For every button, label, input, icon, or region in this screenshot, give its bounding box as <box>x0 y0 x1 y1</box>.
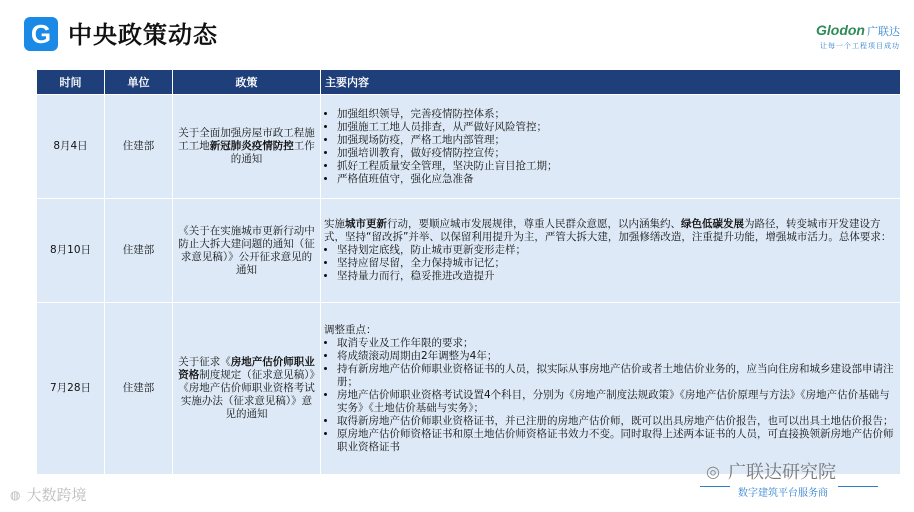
header-content: 主要内容 <box>321 70 901 95</box>
brand-name: Glodon <box>816 22 865 38</box>
policy-highlight: 新冠肺炎疫情防控 <box>209 140 294 152</box>
row-unit: 住建部 <box>105 199 173 303</box>
list-item: • 加强培训教育，做好疫情防控宣传； <box>337 147 897 160</box>
table-row <box>37 95 901 199</box>
wechat-icon: ◎ <box>706 461 720 481</box>
list-item: • 将成绩滚动周期由2年调整为4年； <box>337 350 897 363</box>
brand-cn: 广联达 <box>867 25 900 38</box>
list-item: • 加强现场防疫，严格工地内部管理； <box>337 134 897 147</box>
watermark-left <box>10 484 87 505</box>
list-item: • 抓好工程质量安全管理，坚决防止盲目抢工期； <box>337 160 897 173</box>
intro-highlight: 城市更新 <box>345 218 387 230</box>
row-time: 8月4日 <box>37 95 105 199</box>
row-content <box>321 95 901 199</box>
header-time: 时间 <box>37 70 105 95</box>
row-policy <box>173 303 321 475</box>
table-row <box>37 199 901 303</box>
page-title: 中央政策动态 <box>68 21 218 49</box>
row-policy <box>173 95 321 199</box>
footer-divider-right <box>838 486 878 487</box>
intro-text: 实施 <box>324 218 345 230</box>
intro-highlight: 绿色低碳发展 <box>681 218 744 230</box>
footer-service-label: 数字建筑平台服务商 <box>738 488 828 499</box>
row-time: 7月28日 <box>37 303 105 475</box>
list-item: • 取消专业及工作年限的要求； <box>337 337 897 350</box>
table-row <box>37 303 901 475</box>
list-item: • 严格值班值守，强化应急准备 <box>337 173 897 186</box>
table-header-row <box>37 70 901 95</box>
logo-icon: G <box>24 17 58 51</box>
content-intro <box>324 218 897 244</box>
watermark-right-text: 广联达研究院 <box>727 462 836 483</box>
brand-slogan: 让每一个工程项目成功 <box>820 42 900 50</box>
header-unit: 单位 <box>105 70 173 95</box>
header-policy: 政策 <box>173 70 321 95</box>
row-policy: 《关于在实施城市更新行动中防止大拆大建问题的通知（征求意见稿）》公开征求意见的通知 <box>173 199 321 303</box>
intro-text: 行动，要顺应城市发展规律，尊重人民群众意愿，以内涵集约、 <box>387 218 681 230</box>
list-item: • 取得新房地产估价师职业资格证书，并已注册的房地产估价师，既可以出具房地产估价报告，也可以出具土地估价报告； <box>337 415 897 428</box>
policy-text: 制度规定（征求意见稿）》《房地产估价师职业资格考试实施办法（征求意见稿）》意见的通知 <box>178 369 315 420</box>
list-item: • 坚持量力而行，稳妥推进改造提升 <box>337 270 897 283</box>
row-unit: 住建部 <box>105 95 173 199</box>
watermark-logo-icon: ◍ <box>10 487 21 502</box>
intro-text: 为路径，转变城市开发建设方式，坚持“留改拆”并举、以保留利用提升为主，严管大拆大建，加强修缮改造，注重提升功能，增强城市活力。总体要求： <box>324 218 892 243</box>
row-unit: 住建部 <box>105 303 173 475</box>
row-time: 8月10日 <box>37 199 105 303</box>
list-item: • 坚持划定底线，防止城市更新变形走样； <box>337 244 897 257</box>
list-item: • 房地产估价师职业资格考试设置4个科目，分别为《房地产制度法规政策》《房地产估价原理与方法》《房地产估价基础与实务》《土地估价基础与实务》； <box>337 389 897 415</box>
policy-table <box>36 69 901 475</box>
list-item: • 坚持应留尽留，全力保持城市记忆； <box>337 257 897 270</box>
policy-highlight: 房地产估价师职业资格 <box>178 356 315 381</box>
policy-text: 关于全面加强房屋市政工程施工工地 <box>178 127 315 152</box>
list-item: • 原房地产估价师资格证书和原土地估价师资格证书效力不变。同时取得上述两本证书的人员，可直接换领新房地产估价师职业资格证书 <box>337 428 897 454</box>
watermark-left-text: 大数跨境 <box>26 486 87 504</box>
list-item: • 加强组织领导，完善疫情防控体系； <box>337 108 897 121</box>
footer-divider-left <box>700 486 730 487</box>
list-item: • 持有新房地产估价师职业资格证书的人员，拟实际从事房地产估价或者土地估价业务的，应当向住房和城乡建设部申请注册； <box>337 363 897 389</box>
content-intro: 调整重点： <box>324 323 377 336</box>
policy-text: 关于征求《 <box>178 356 231 368</box>
policy-text: 工作的通知 <box>230 140 315 165</box>
brand-logo <box>816 20 900 51</box>
watermark-right <box>706 458 836 484</box>
row-content <box>321 199 901 303</box>
list-item: • 加强施工工地人员排查，从严做好风险管控； <box>337 121 897 134</box>
row-content <box>321 303 901 475</box>
